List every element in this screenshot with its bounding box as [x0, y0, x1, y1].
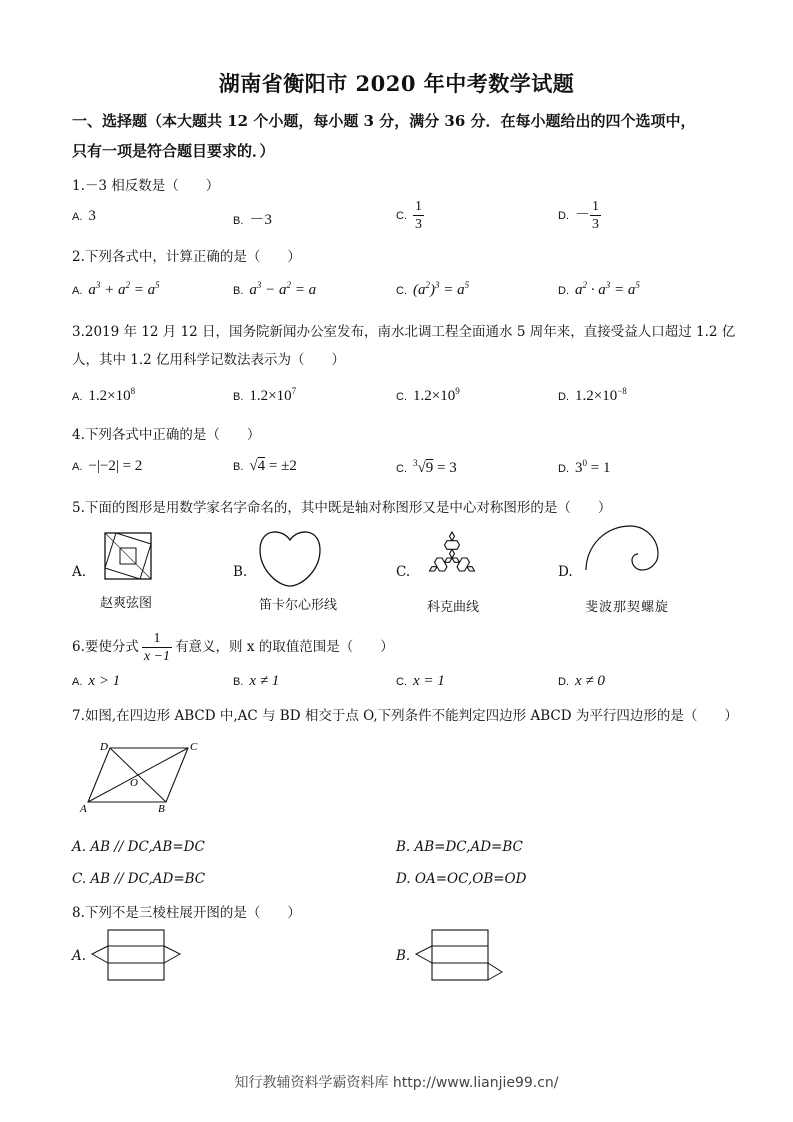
caption-fibonacci: 斐波那契螺旋 — [584, 600, 669, 615]
caption-zhao-shuang: 赵爽弦图 — [99, 596, 152, 611]
page-title: 湖南省衡阳市 2020 年中考数学试题 — [218, 71, 575, 96]
q8-label-b: B. — [396, 948, 411, 964]
q8-stem: 8.下列不是三棱柱展开图的是（ ） — [72, 905, 301, 921]
footer-watermark: 知行教辅资料学霸资料库 http://www.lianjie99.cn/ — [234, 1075, 559, 1091]
q5-label-a: A. — [72, 564, 87, 580]
q4-option-d: D. $3^0 = 1$ — [558, 458, 611, 476]
q4-option-a: A. −|−2| = 2 — [72, 458, 143, 474]
q7-option-c: C. AB // DC,AD=BC — [72, 871, 206, 887]
point-label-a: A — [80, 803, 87, 815]
q3-option-c: C. $1.2\times 10^9$ — [396, 386, 460, 404]
q3-stem-line1: 3.2019 年 12 月 12 日，国务院新闻办公室发布，南水北调工程全面通水 5 周年来，直接受益人口超过 1.2 亿 — [72, 324, 736, 340]
q2-option-c: C. $(a^2)^3 = a^5$ — [396, 280, 470, 298]
q5-label-d: D. — [558, 564, 573, 580]
prism-net-a — [90, 928, 186, 982]
q7-stem: 7.如图,在四边形 ABCD 中,AC 与 BD 相交于点 O,下列条件不能判定四边形 ABCD 为平行四边形的是（ ） — [72, 708, 738, 724]
section-heading-line1: 一、选择题（本大题共 12 个小题，每小题 3 分，满分 36 分．在每小题给出的四个选项中， — [72, 112, 696, 130]
q2-stem: 2.下列各式中，计算正确的是（ ） — [72, 249, 301, 265]
q1-option-b: B. －3 — [233, 212, 272, 228]
q6-option-d: D. x ≠ 0 — [558, 673, 605, 689]
q5-label-c: C. — [396, 564, 411, 580]
q3-option-a: A. $1.2\times 10^8$ — [72, 386, 136, 404]
q3-option-d: D. $1.2\times 10^{-8}$ — [558, 386, 627, 404]
q2-option-b: B. $a^3 - a^2 = a$ — [233, 280, 317, 298]
parallelogram-figure — [76, 738, 202, 814]
fibonacci-spiral — [584, 522, 664, 574]
q6-option-c: C. x = 1 — [396, 673, 445, 689]
zhao-shuang-diagram — [104, 532, 152, 580]
point-label-d: D — [100, 741, 108, 753]
q7-option-a: A. AB // DC,AB=DC — [72, 839, 205, 855]
caption-cardioid: 笛卡尔心形线 — [258, 598, 337, 613]
point-label-c: C — [190, 741, 198, 753]
q3-option-b: B. $1.2\times 10^7$ — [233, 386, 297, 404]
q7-option-b: B. AB=DC,AD=BC — [396, 839, 523, 855]
q5-stem: 5.下面的图形是用数学家名字命名的，其中既是轴对称图形又是中心对称图形的是（ ） — [72, 500, 612, 516]
koch-curve — [420, 524, 484, 588]
q1-option-c: C. $\frac{1}{3}$ — [396, 199, 422, 232]
q6-stem: 6.要使分式 $\frac{1}{x -1}$ 有意义，则 x 的取值范围是（ ） — [72, 631, 394, 664]
q3-stem-line2: 人，其中 1.2 亿用科学记数法表示为（ ） — [72, 352, 346, 368]
q6-option-a: A. x > 1 — [72, 673, 121, 689]
q4-stem: 4.下列各式中正确的是（ ） — [72, 427, 261, 443]
q2-option-a: A. $a^3 + a^2 = a^5$ — [72, 280, 160, 298]
q1-stem: 1.－3 相反数是（ ） — [72, 178, 220, 194]
q4-option-b: B. √4 = ±2 — [233, 458, 297, 474]
q4-option-c: C. $^3$√9 = 3 — [396, 458, 457, 476]
q2-option-d: D. $a^2 \cdot a^3 = a^5$ — [558, 280, 640, 298]
q8-label-a: A. — [72, 948, 87, 964]
point-label-o: O — [130, 777, 138, 789]
cardioid-curve — [258, 526, 322, 588]
section-heading-line2: 只有一项是符合题目要求的．） — [72, 142, 275, 160]
q5-label-b: B. — [233, 564, 248, 580]
q7-option-d: D. OA=OC,OB=OD — [396, 871, 527, 887]
point-label-b: B — [158, 803, 165, 815]
q1-option-a: A. 3 — [72, 208, 96, 224]
q1-option-d: D. － $\frac{1}{3}$ — [558, 199, 600, 232]
q6-option-b: B. x ≠ 1 — [233, 673, 280, 689]
prism-net-b — [414, 928, 510, 982]
caption-koch: 科克曲线 — [426, 600, 479, 615]
